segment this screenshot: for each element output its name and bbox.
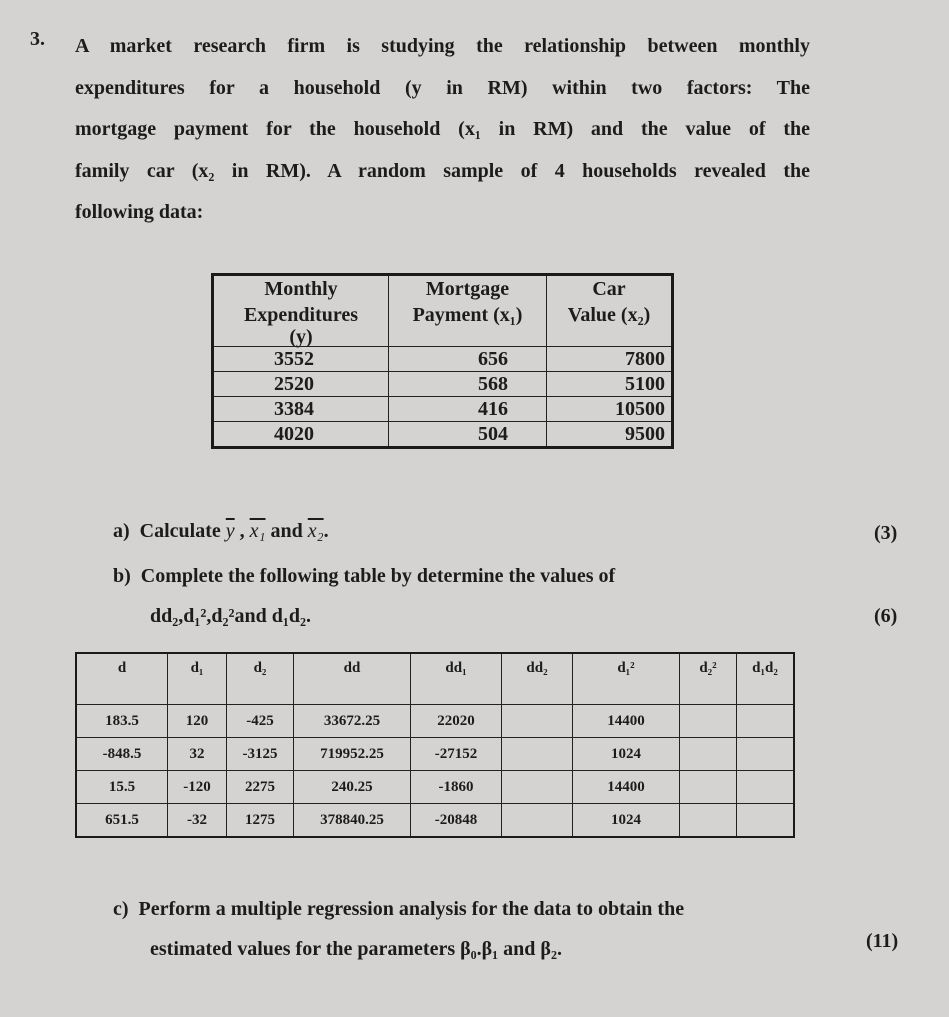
header-car-value: Car Value (x₂) <box>547 275 673 347</box>
header-monthly-expenditures: Monthly Expenditures (y) <box>213 275 389 347</box>
header-mortgage-payment: Mortgage Payment (x₁) <box>389 275 547 347</box>
question-line-2: expenditures for a household (y in RM) within two factors: The <box>75 76 810 99</box>
question-line-1: A market research firm is studying the relationship between monthly <box>75 35 810 57</box>
y-bar: $\overline{y}$ <box>225 520 235 542</box>
table-row: 3384 416 10500 <box>213 397 673 422</box>
table-row: 183.5 120 -425 33672.25 22020 14400 <box>76 705 794 738</box>
table-row: 15.5 -120 2275 240.25 -1860 14400 <box>76 771 794 804</box>
part-c-line-2: estimated values for the parameters β₀.β₁ and β₂. <box>150 938 562 960</box>
table-row: 651.5 -32 1275 378840.25 -20848 1024 <box>76 804 794 838</box>
data-table-header <box>213 275 673 347</box>
part-c-marks: (11) <box>866 930 899 952</box>
question-number: 3. <box>30 28 45 50</box>
part-b-line-1: b) Complete the following table by determine the values of <box>113 565 616 587</box>
part-a: a) Calculate $\overline{y}$ , x₁ and x₂. <box>113 520 329 542</box>
x1-bar: x₁ <box>249 520 266 542</box>
table-row: -848.5 32 -3125 719952.25 -27152 1024 <box>76 738 794 771</box>
x2-bar: x₂ <box>307 520 324 542</box>
computation-table-header: d d₁ d₂ dd dd₁ dd₂ d₁² d₂² d₁d₂ <box>76 653 794 705</box>
part-b-marks: (6) <box>874 605 898 627</box>
question-line-4: family car (x₂ in RM). A random sample of 4 households revealed the <box>75 159 810 182</box>
table-row: 3552 656 7800 <box>213 347 673 372</box>
part-a-marks: (3) <box>874 522 898 544</box>
computation-table <box>75 652 795 838</box>
table-row: 2520 568 5100 <box>213 372 673 397</box>
table-row: 4020 504 9500 <box>213 422 673 448</box>
data-table <box>211 273 674 449</box>
question-line-5: following data: <box>75 201 204 223</box>
part-b-line-2: dd₂,d₁²,d₂²and d₁d₂. <box>150 605 311 627</box>
part-c-line-1: c) Perform a multiple regression analysis for the data to obtain the <box>113 898 685 920</box>
question-line-3: mortgage payment for the household (x₁ in RM) and the value of the <box>75 118 810 140</box>
question-text <box>75 26 810 234</box>
